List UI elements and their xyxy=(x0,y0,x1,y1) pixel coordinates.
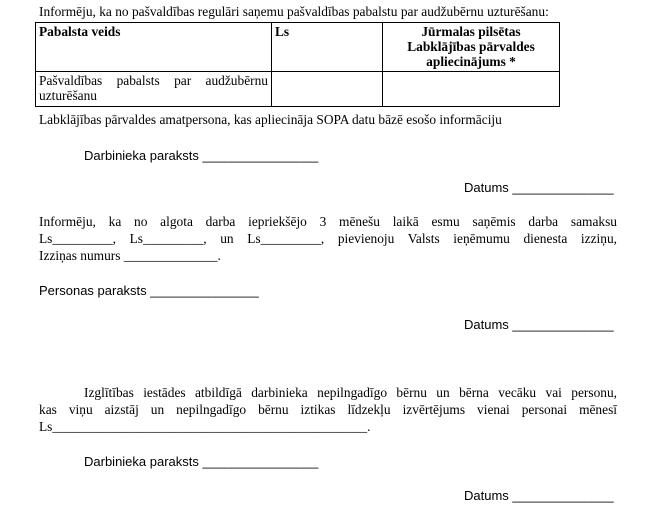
salary-line-1: Informēju, ka no algota darba iepriekšējo 3 mēnešu laikā esmu saņēmis darba samaksu xyxy=(39,214,617,229)
cell-confirmation[interactable] xyxy=(383,72,560,107)
assessment-line-1: Izglītības iestādes atbildīgā darbinieka nepilngadīgo bērnu un bērna vecāku vai personu, xyxy=(84,385,617,400)
header-amount: Ls xyxy=(272,23,383,72)
intro-text: Informēju, ka no pašvaldības regulāri saņemu pašvaldības pabalstu par audžubērnu uzturēšanu: xyxy=(39,4,549,19)
table-row xyxy=(36,72,560,107)
assessment-line-3[interactable]: Ls_______________________________________________. xyxy=(39,419,371,434)
date-field-2[interactable]: Datums ______________ xyxy=(464,317,614,332)
assessment-line-2: kas viņu aizstāj un nepilngadīgo bērnu iztikas līdzekļu izvērtējums vienai personai mēnesī xyxy=(39,402,617,417)
salary-line-3[interactable]: Izziņas numurs ______________. xyxy=(39,248,221,263)
cell-benefit-type: Pašvaldības pabalsts par audžubērnu uzturēšanu xyxy=(36,72,272,107)
benefit-table xyxy=(35,22,560,107)
date-field-3[interactable]: Datums ______________ xyxy=(464,488,614,503)
date-field-1[interactable]: Datums ______________ xyxy=(464,180,614,195)
header-confirmation: Jūrmalas pilsētas Labklājības pārvaldes apliecinājums * xyxy=(383,23,560,72)
sopa-text: Labklājības pārvaldes amatpersona, kas apliecināja SOPA datu bāzē esošo informāciju xyxy=(39,112,502,127)
header-benefit-type: Pabalsta veids xyxy=(36,23,272,72)
cell-amount[interactable] xyxy=(272,72,383,107)
person-signature[interactable]: Personas paraksts _______________ xyxy=(39,283,259,298)
table-header-row xyxy=(36,23,560,72)
employee-signature-1[interactable]: Darbinieka paraksts ________________ xyxy=(84,148,319,163)
employee-signature-2[interactable]: Darbinieka paraksts ________________ xyxy=(84,454,319,469)
salary-line-2[interactable]: Ls_________, Ls_________, un Ls_________, pievienoju Valsts ieņēmumu dienesta izziņu, xyxy=(39,231,617,246)
